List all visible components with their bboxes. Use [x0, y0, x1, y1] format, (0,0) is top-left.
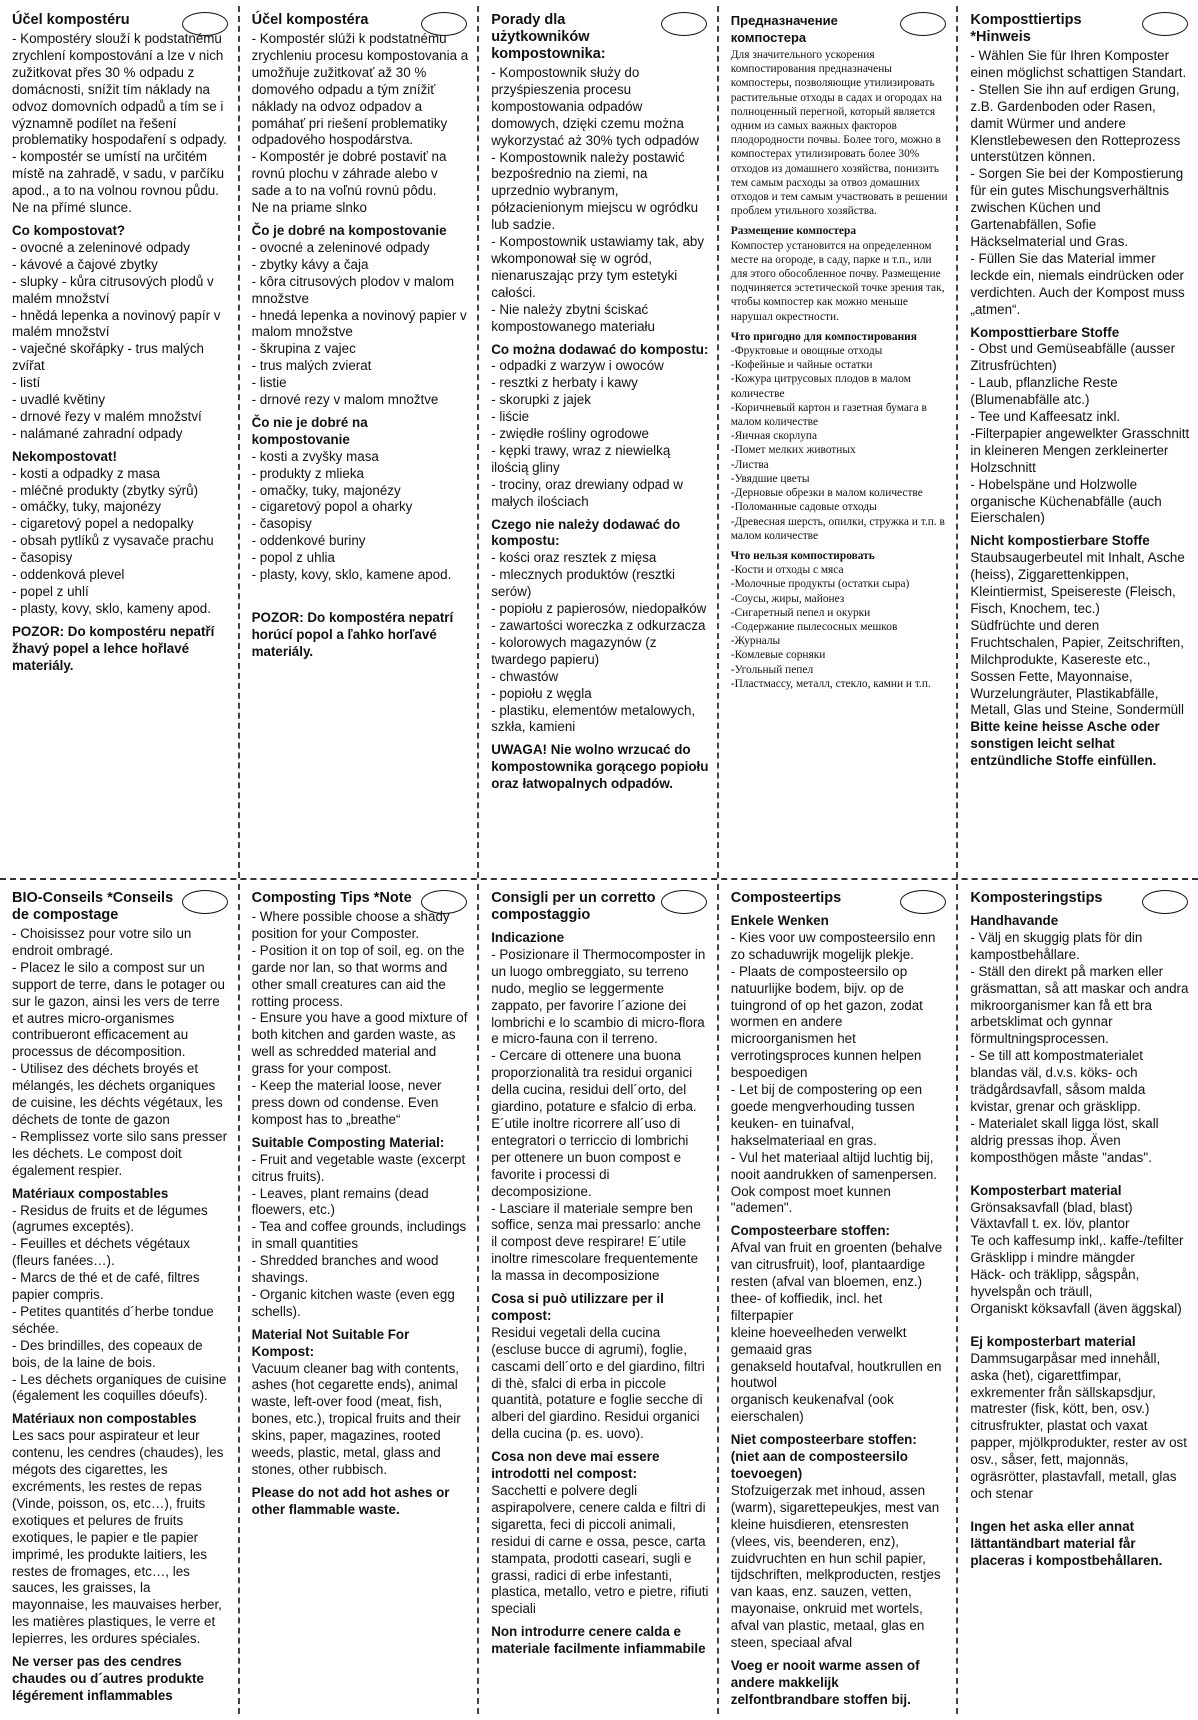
body-line: - hnědá lepenka a novinový papír v malém množství — [12, 307, 221, 340]
body-line: - hnedá lepenka a novinový papier v malom množstve — [251, 307, 467, 340]
column-swedish — [958, 884, 1198, 1714]
body-line: - obsah pytlíků z vysavače prachu — [12, 533, 214, 549]
body-line: - Position it on top of soil, eg. on the garde nor lan, so that worms and other small creatures can aid the rotting process. — [251, 942, 465, 1009]
column-title: BIO-Conseils *Conseils de compostage — [12, 890, 174, 923]
column-dutch — [719, 884, 959, 1714]
body-line: - Choisissez pour votre silo un endroit ombragé. — [12, 926, 192, 958]
body-line: - Leaves, plant remains (dead floewers, etc.) — [251, 1185, 429, 1218]
body-line: Staubsaugerbeutel mit Inhalt, Asche (heiss), Ziggarettenkippen, Kleintiermist, Speisereste (Fleisch, Fisch, Knochem, tec.) — [970, 550, 1185, 616]
body-line: - Kompostownik ustawiamy tak, aby wkomponował się w ogród, nienaruszając przy tym estetyki całości. — [491, 234, 705, 300]
body-line: -Яичная скорлупа — [730, 430, 818, 443]
column-polish — [479, 6, 719, 878]
body-line: Vacuum cleaner bag with contents, ashes (hot cegarette ends), animal waste, left-over food (meat, fish, bones, etc.), tropical fruits and their skins, paper, magazines, rooted weeds, plastic, metal, glass and stones, other rubbisch. — [251, 1360, 461, 1477]
body-line: Dammsugarpåsar med innehåll, aska (het), cigarettfimpar, exkrementer från sällskapsdjur, matrester (fisk, kött, ben, osv.) citrusfrukter, plastat och vaxat papper, mjölkprodukter, rester av ost osv., såser, fett, majonnäs, ogräsrötter, plastavfall, metall, glas och stenar — [970, 1350, 1187, 1501]
section-heading: Čo nie je dobré na kompostovanie — [251, 414, 368, 447]
section-heading: Komposterbart material — [970, 1182, 1122, 1198]
body-line: - Stellen Sie ihn auf erdigen Grung, z.B. Gardenboden oder Rasen, damit Würmer und andere Klenstlebewesen den Rotteprozess unterstützen können. — [970, 81, 1181, 165]
body-line: - liście — [491, 409, 530, 425]
section-heading: Ne verser pas des cendres chaudes ou d´autres produkte légérement inflammables — [12, 1654, 204, 1703]
body-line: - Kompostér je dobré postaviť na rovnú plochu v záhrade alebo v sade a to na voľnú rovnú pôdu. — [251, 149, 447, 199]
spacer — [252, 594, 470, 604]
body-line: - Fruit and vegetable waste (excerpt citrus fruits). — [251, 1151, 466, 1184]
warning-text: Bitte keine heisse Asche oder sonstigen leicht selhat entzündliche Stoffe einfüllen. — [970, 719, 1160, 769]
body-line: - drnové řezy v malém množství — [12, 408, 202, 424]
body-line: Компостер установится на определенном месте на огороде, в саду, парке и т.п., или для этого обособленное почву. Размещение подчиняется эстетической точке зрения так, чтобы компостер как можно меньше нарушал окрестности. — [730, 239, 945, 323]
body-line: - popel z uhlí — [12, 584, 89, 599]
spacer — [970, 1503, 1190, 1513]
body-line: -Filterpapier angewelkter Grasschnitt in kleineren Mengen zerkleinerter Holzschnitt — [970, 425, 1190, 475]
body-line: - Utilisez des déchets broyés et mélangés, les déchets organiques de cuisine, les déchts végétaux, les déchets de tonte de gazon — [12, 1061, 223, 1127]
body-line: - popiołu z węgla — [491, 685, 592, 701]
body-line: - produkty z mlieka — [251, 465, 364, 481]
body-line: Les sacs pour aspirateur et leur contenu, les cendres (chaudes), les mégots des cigarettes, les excréments, les restes de repas (Vinde, poisson, os, etc…), fruits exotiques et pelures de fruits exotiques, le papier e tle papier imprimé, les produkte laitiers, les restes de fromages, etc…, les sauces, les graisses, la mayonnaise, les mauvaises herber, les matières plastiques, le verre et lepierres, les ordures spéciales. — [12, 1428, 224, 1647]
body-line: - Kompostér slúži k podstatnému zrychleniu procesu kompostovania a umožňuje zužitkovať až 30 % domového odpadu a tým znížiť náklady na odvoz odpadov a pomáhať pri riešení problematiky odpadového hospodárstva. — [251, 31, 469, 148]
body-line: - Ställ den direkt på marken eller gräsmattan, så att maskar och andra mikroorganismer kan få ett bra arbetsklimat och gynnar förmultningsprocessen. — [970, 963, 1189, 1047]
column-title: Komposttiertips *Hinweis — [970, 12, 1082, 45]
spacer — [970, 1167, 1190, 1177]
body-line: Ne na priame slnko — [251, 200, 367, 216]
body-line: -Дерновые обрезки в малом количестве — [730, 487, 923, 500]
body-line: - skorupki z jajek — [491, 392, 591, 408]
spacer — [970, 1318, 1190, 1328]
section-heading: Please do not add hot ashes or other flammable waste. — [251, 1484, 450, 1517]
body-line: - Petites quantités d´herbe tondue séchée. — [12, 1303, 214, 1336]
blank-oval-icon — [900, 890, 946, 914]
body-line: genakseld houtafval, houtkrullen en houtwol — [730, 1358, 942, 1391]
body-line: - Hobelspäne und Holzwolle organische Küchenabfälle (auch Eierschalen) — [970, 476, 1162, 526]
blank-oval-icon — [182, 12, 228, 36]
blank-oval-icon — [1142, 12, 1188, 36]
body-line: Växtavfall t. ex. löv, plantor — [970, 1216, 1130, 1232]
section-heading: Matériaux non compostables — [12, 1411, 197, 1427]
body-line: -Молочные продукты (остатки сыра) — [730, 578, 910, 591]
body-line: -Увядшие цветы — [730, 472, 810, 485]
body-line: - plastiku, elementów metalowych, szkła, kamieni — [491, 702, 696, 735]
section-heading: Matériaux compostables — [12, 1185, 169, 1201]
body-line: - Vul het materiaal altijd luchtig bij, nooit aandrukken of samenpersen. Ook compost moet kunnen "ademen". — [730, 1149, 937, 1216]
column-title: Porady dla użytkowników kompostownika: — [491, 12, 606, 62]
blank-oval-icon — [421, 890, 467, 914]
section-heading: Handhavande — [970, 913, 1059, 928]
body-line: - Remplissez vorte silo sans presser les déchets. Le compost doit également respier. — [12, 1128, 228, 1178]
body-line: Sacchetti e polvere degli aspirapolvere, cenere calda e filtri di sigaretta, feci di piccoli animali, residui di carne e ossa, pesce, carta stampata, prodotti caseari, sugli e grassi, radici di erbe infestanti, plastica, metallo, vetro e pietre, rifiuti speciali — [491, 1483, 709, 1617]
body-line: - Kies voor uw composteersilo enn zo schaduwrijk mogelijk plekje. — [730, 929, 936, 962]
body-line: - Tee und Kaffeesatz inkl. — [970, 409, 1121, 425]
body-line: - cigaretový popol a oharky — [251, 499, 413, 515]
body-line: - nalámané zahradní odpady — [12, 425, 183, 441]
body-line: - Keep the material loose, never press down od condense. Even kompost has to „breathe“ — [251, 1078, 442, 1127]
section-heading: Voeg er nooit warme assen of andere makkelijk zelfontbrandbare stoffen bij. — [730, 1657, 920, 1707]
body-line: - kępki trawy, wraz z niewielką ilością gliny — [491, 442, 671, 475]
spacer — [252, 584, 470, 594]
column-english — [240, 884, 480, 1714]
body-line: Afval van fruit en groenten (behalve van citrusfruit), loof, plantaardige resten (afval van bloemen, enz.) — [730, 1240, 943, 1290]
body-line: - trus malých zvierat — [251, 358, 372, 374]
body-line: -Поломанные садовые отходы — [730, 501, 877, 514]
body-line: - trociny, oraz drewiany odpad w małych ilościach — [491, 476, 683, 509]
body-line: - Kompostownik służy do przyśpieszenia procesu kompostowania odpadów domowych, dzięki czemu można wykorzystać aż 30% tych odpadów — [491, 65, 699, 148]
section-heading: Komposttierbare Stoffe — [970, 324, 1120, 340]
body-line: - mlecznych produktów (resztki serów) — [491, 567, 675, 600]
section-heading: UWAGA! Nie wolno wrzucać do kompostownika gorącego popiołu oraz łatwopalnych odpadów. — [491, 742, 709, 792]
body-line: -Помет мелких животных — [730, 444, 856, 457]
body-line: - cigaretový popel a nedopalky — [12, 516, 194, 532]
body-line: - slupky - kůra citrusových plodů v malém množství — [12, 273, 214, 306]
body-line: - resztki z herbaty i kawy — [491, 375, 638, 391]
column-french — [0, 884, 240, 1714]
body-line: - Let bij de compostering op een goede mengverhouding tussen keuken- en tuinafval, hakselmateriaal en gras. — [730, 1082, 923, 1148]
body-line: - popol z uhlia — [251, 550, 335, 566]
body-line: - Obst und Gemüseabfälle (ausser Zitrusfrüchten) — [970, 341, 1176, 374]
section-heading: Ej komposterbart material — [970, 1333, 1136, 1349]
section-heading: Enkele Wenken — [730, 913, 829, 928]
body-line: -Кожура цитрусовых плодов в малом количестве — [730, 373, 911, 400]
section-heading: POZOR: Do kompostéru nepatří žhavý popel a lehce hořlavé materiály. — [12, 623, 215, 673]
body-line: - Residus de fruits et de légumes (agrumes exceptés). — [12, 1202, 208, 1235]
body-line: -Журналы — [730, 635, 781, 648]
body-line: -Сигаретный пепел и окурки — [730, 606, 871, 619]
body-line: Residui vegetali della cucina (escluse bucce di agrumi), foglie, cascami dell´orto e del giardino, filtri di thè, sfalci di erba in piccole quantità, potature e foglie secche di alberi del giardino. Residui organici della cucina (p. es. uovo). — [491, 1324, 705, 1442]
body-line: - kolorowych magazynów (z twardego papieru) — [491, 634, 657, 667]
body-line: - Materialet skall ligga löst, skall aldrig pressas ihop. Även komposthögen måste "andas". — [970, 1115, 1159, 1165]
body-line: - kôra citrusových plodov v malom množstve — [251, 273, 455, 306]
column-czech — [0, 6, 240, 878]
body-line: - Ensure you have a good mixture of both kitchen and garden waste, as well as schredded material and grass for your compost. — [251, 1010, 468, 1077]
column-title: Účel kompostéra — [251, 12, 369, 28]
body-line: - drnové rezy v malom množtve — [251, 392, 439, 408]
body-line: - kosti a zvyšky masa — [251, 448, 379, 464]
body-line: - oddenková plevel — [12, 567, 125, 583]
body-line: - Placez le silo a compost sur un support de terre, dans le potager ou sur le gazon, ainsi les vers de terre et autres micro-organismes contribueront efficacement au processus de décomposition. — [12, 959, 225, 1060]
body-line: - Tea and coffee grounds, includings in small quantities — [251, 1219, 467, 1252]
body-line: - Organic kitchen waste (even egg schells). — [251, 1286, 455, 1319]
section-heading: Niet composteerbare stoffen: (niet aan de composteersilo toevoegen) — [730, 1432, 917, 1481]
section-heading: Co kompostovat? — [12, 222, 126, 238]
body-line: - Nie należy zbytni ściskać kompostowanego materiału — [491, 301, 655, 334]
body-line: - Cercare di ottenere una buona proporzionalità tra residui organici della cucina, residui dell´orto, del giardino, potature e sfalcio di erba. E´utile inoltre ricorrere all´uso di entegratori o terriccio di lombrichi per ottenere un buon compost e favorite i processi di decomposizione. — [491, 1048, 697, 1199]
section-heading: Suitable Composting Material: — [251, 1134, 445, 1150]
body-line: -Древесная шерсть, опилки, стружка и т.п. в малом количестве — [730, 515, 945, 542]
body-line: - Se till att kompostmaterialet blandas väl, d.v.s. köks- och trädgårdsavfall, såsom malda kvistar, grenar och gräsklipp. — [970, 1048, 1146, 1114]
body-line: - oddenkové buriny — [251, 533, 366, 549]
body-line: - Shredded branches and wood shavings. — [251, 1253, 439, 1286]
body-line: - škrupina z vajec — [251, 341, 356, 357]
body-line: - zwiędłe rośliny ogrodowe — [491, 426, 649, 442]
body-line: - Wählen Sie für Ihren Komposter einen möglichst schattigen Standart. — [970, 48, 1187, 80]
body-line: -Кофейные и чайные остатки — [730, 359, 873, 372]
body-line: - plasty, kovy, sklo, kameny apod. — [12, 600, 211, 616]
body-line: Stofzuigerzak met inhoud, assen (warm), sigarettepeukjes, mest van kleine huisdieren, etensresten (vlees, vis, beenderen, enz), zuidvruchten en hun schil papier, tijdschriften, melkproducten, restjes van kaas, enz. sauzen, vetten, mayonaise, onkruid met wortels, afval van plastic, metaal, glas en steen, speciaal afval — [730, 1482, 941, 1651]
top-row — [0, 6, 1198, 878]
body-line: - Des brindilles, des copeaux de bois, de la laine de bois. — [12, 1337, 203, 1370]
body-line: - plasty, kovy, sklo, kamene apod. — [251, 567, 452, 583]
section-heading: Что пригодно для компостирования — [730, 330, 917, 343]
body-line: - kosti a odpadky z masa — [12, 465, 161, 481]
column-title: Účel kompostéru — [12, 12, 130, 28]
body-line: Для значительного ускорения компостирования предназначены компостеры, позволяющие утилизировать растительные отходы в садах и огородах на полноценный перегной, который является одним из самых важных факторов плодородности почвы. Более того, можно в компостерах утилизировать более 30% отходов из домашнего хозяйства, понизить тем самым расходы за отвоз домашних отходов и тем самым участвовать в решении проблем утильного хозяйства. — [730, 49, 948, 218]
body-line: - časopisy — [251, 516, 312, 532]
body-line: -Угольный пепел — [730, 663, 814, 676]
blank-oval-icon — [182, 890, 228, 914]
body-line: Te och kaffesump inkl,. kaffe-/tefilter — [970, 1233, 1184, 1249]
body-line: -Фруктовые и овощные отходы — [730, 345, 883, 358]
body-line: - Marcs de thé et de café, filtres papier compris. — [12, 1270, 200, 1303]
body-line: - Plaats de composteersilo op natuurlijke bodem, bijv. op de tuingrond of op het gazon, zodat wormen en andere microorganismen het verrotingsproces kunnen helpen bespoedigen — [730, 963, 923, 1081]
section-heading: Non introdurre cenere calda e materiale facilmente infiammabile — [491, 1624, 706, 1657]
body-line: - Kompostéry slouží k podstatnému zrychlení kompostování a lze v nich zužitkovat přes 30 % odpadu z domácnosti, snížit tím náklady na odvoz domovních odpadů a tím se i významně podílet na řešení problematiky hospodaření s odpady. — [12, 31, 227, 148]
body-line: - Kompostownik należy postawić bezpośrednio na ziemi, na uprzednio wybranym, półzacienionym miejscu w ogródku lub sadzie. — [491, 149, 699, 233]
section-heading: Cosa si può utilizzare per il compost: — [491, 1291, 664, 1323]
body-line: -Кости и отходы с мяса — [730, 564, 844, 577]
section-heading: Ingen het aska eller annat lättantändbart material får placeras i kompostbehållaren. — [970, 1518, 1163, 1568]
body-line: - listí — [12, 375, 41, 391]
body-line: - časopisy — [12, 550, 73, 566]
body-line: -Листва — [730, 458, 769, 471]
bottom-row — [0, 884, 1198, 1714]
blank-oval-icon — [661, 890, 707, 914]
body-line: -Комлевые сорняки — [730, 649, 826, 662]
body-line: -Соусы, жиры, майонез — [730, 592, 845, 605]
section-heading: Что нельзя компостировать — [730, 549, 875, 562]
body-line: - omačky, tuky, majonézy — [251, 482, 401, 498]
body-line: -Коричневый картон и газетная бумага в малом количестве — [730, 401, 927, 429]
column-title: Consigli per un corretto compostaggio — [491, 890, 656, 923]
section-heading: Čo je dobré na kompostovanie — [251, 222, 447, 238]
body-line: -Содержание пылесосных мешков — [730, 620, 898, 633]
cut-line — [0, 878, 1198, 880]
column-title: Composting Tips *Note — [251, 890, 412, 906]
column-title: Komposteringstips — [970, 890, 1103, 906]
column-russian — [719, 6, 959, 878]
body-line: - kompostér se umístí na určitém místě na zahradě, v sadu, v parčíku apod., a to na volnou rovnou půdu. Ne na přímé slunce. — [12, 149, 225, 216]
body-line: - odpadki z warzyw i owoców — [491, 358, 664, 374]
body-line: - kości oraz resztek z mięsa — [491, 550, 657, 566]
column-italian — [479, 884, 719, 1714]
section-heading: Nicht kompostierbare Stoffe — [970, 533, 1150, 549]
body-line: - Feuilles et déchets végétaux (fleurs fanées…). — [12, 1236, 190, 1269]
section-heading: Czego nie należy dodawać do kompostu: — [491, 516, 681, 549]
body-line: thee- of koffiedik, incl. het filterpapier — [730, 1290, 883, 1323]
body-line: Südfrüchte und deren Fruchtschalen, Papier, Zeitschriften, Milchprodukte, Kasereste etc., Sossen Fette, Mayonnaise, Wurzelungräuter, Plastikabfälle, Metall, Glas und Steine, Sondermüll — [970, 617, 1184, 718]
body-line: -Пластмассу, металл, стекло, камни и т.п. — [730, 677, 931, 690]
body-line: - uvadlé květiny — [12, 392, 106, 408]
body-line: organisch keukenafval (ook eierschalen) — [730, 1392, 894, 1425]
body-line: Grönsaksavfall (blad, blast) — [970, 1199, 1133, 1215]
body-line: - popiołu z papierosów, niedopałków — [491, 601, 707, 617]
section-heading: Composteerbare stoffen: — [730, 1223, 891, 1239]
body-line: - ovocné a zeleninové odpady — [12, 239, 190, 255]
body-line: - Where possible choose a shady position for your Composter. — [251, 909, 450, 941]
column-title: Composteertips — [730, 890, 842, 906]
section-heading: Indicazione — [491, 930, 565, 945]
blank-oval-icon — [1142, 890, 1188, 914]
section-heading: Material Not Suitable For Kompost: — [251, 1326, 410, 1359]
body-line: - Välj en skuggig plats för din kampostbehållare. — [970, 929, 1143, 962]
body-line: Häck- och träklipp, sågspån, hyvelspån och träull, — [970, 1267, 1140, 1300]
body-line: - chwastów — [491, 668, 559, 684]
body-line: - zawartości woreczka z odkurzacza — [491, 618, 706, 633]
section-heading: POZOR: Do kompostéra nepatrí horúcí popol a ľahko horľavé materiály. — [251, 610, 454, 659]
body-line: - vaječné skořápky - trus malých zvířat — [12, 341, 204, 374]
body-line: Organiskt köksavfall (även äggskal) — [970, 1300, 1182, 1316]
blank-oval-icon — [421, 12, 467, 36]
body-line: - zbytky kávy a čaja — [251, 256, 369, 272]
body-line: - omáčky, tuky, majonézy — [12, 499, 162, 515]
section-heading: Размещение компостера — [730, 225, 857, 238]
body-line: - kávové a čajové zbytky — [12, 256, 158, 272]
column-slovak — [240, 6, 480, 878]
body-line: - Lasciare il materiale sempre ben soffice, senza mai pressarlo: anche il compost deve respirare! E´utile inoltre rimescolare frequentemente la massa in decomposizione — [491, 1200, 701, 1284]
body-line: - Sorgen Sie bei der Kompostierung für ein gutes Mischungsverhältnis zwischen Küchen und Gartenabfällen, Sofie Häckselmaterial und Gras. — [970, 166, 1184, 249]
body-line: Gräsklipp i mindre mängder — [970, 1250, 1135, 1266]
section-heading: Nekompostovat! — [12, 448, 117, 464]
body-line: - mléčné produkty (zbytky sýrů) — [12, 482, 199, 498]
body-line: - listie — [251, 375, 287, 391]
body-line: - Laub, pflanzliche Reste (Blumenabfälle atc.) — [970, 375, 1118, 408]
section-heading: Co można dodawać do kompostu: — [491, 341, 709, 357]
blank-oval-icon — [661, 12, 707, 36]
column-german — [958, 6, 1198, 878]
section-heading: Cosa non deve mai essere introdotti nel compost: — [491, 1449, 660, 1482]
column-title: Предназначение компостера — [730, 13, 838, 45]
body-line: - ovocné a zeleninové odpady — [251, 239, 430, 255]
body-line: kleine hoeveelheden verwelkt gemaaid gras — [730, 1324, 907, 1357]
body-line: - Füllen Sie das Material immer leckde ein, niemals eindrücken oder verdichten. Auch der Kompost muss „atmen“. — [970, 250, 1185, 317]
body-line: - Les déchets organiques de cuisine (également les coquilles dóeufs). — [12, 1371, 227, 1404]
body-line: - Posizionare il Thermocomposter in un luogo ombreggiato, su terreno nudo, meglio se leggermente zappato, per favorire l´azione dei lombrichi e lo scambio di micro-flora e micro-fauna con il terreno. — [491, 946, 706, 1047]
